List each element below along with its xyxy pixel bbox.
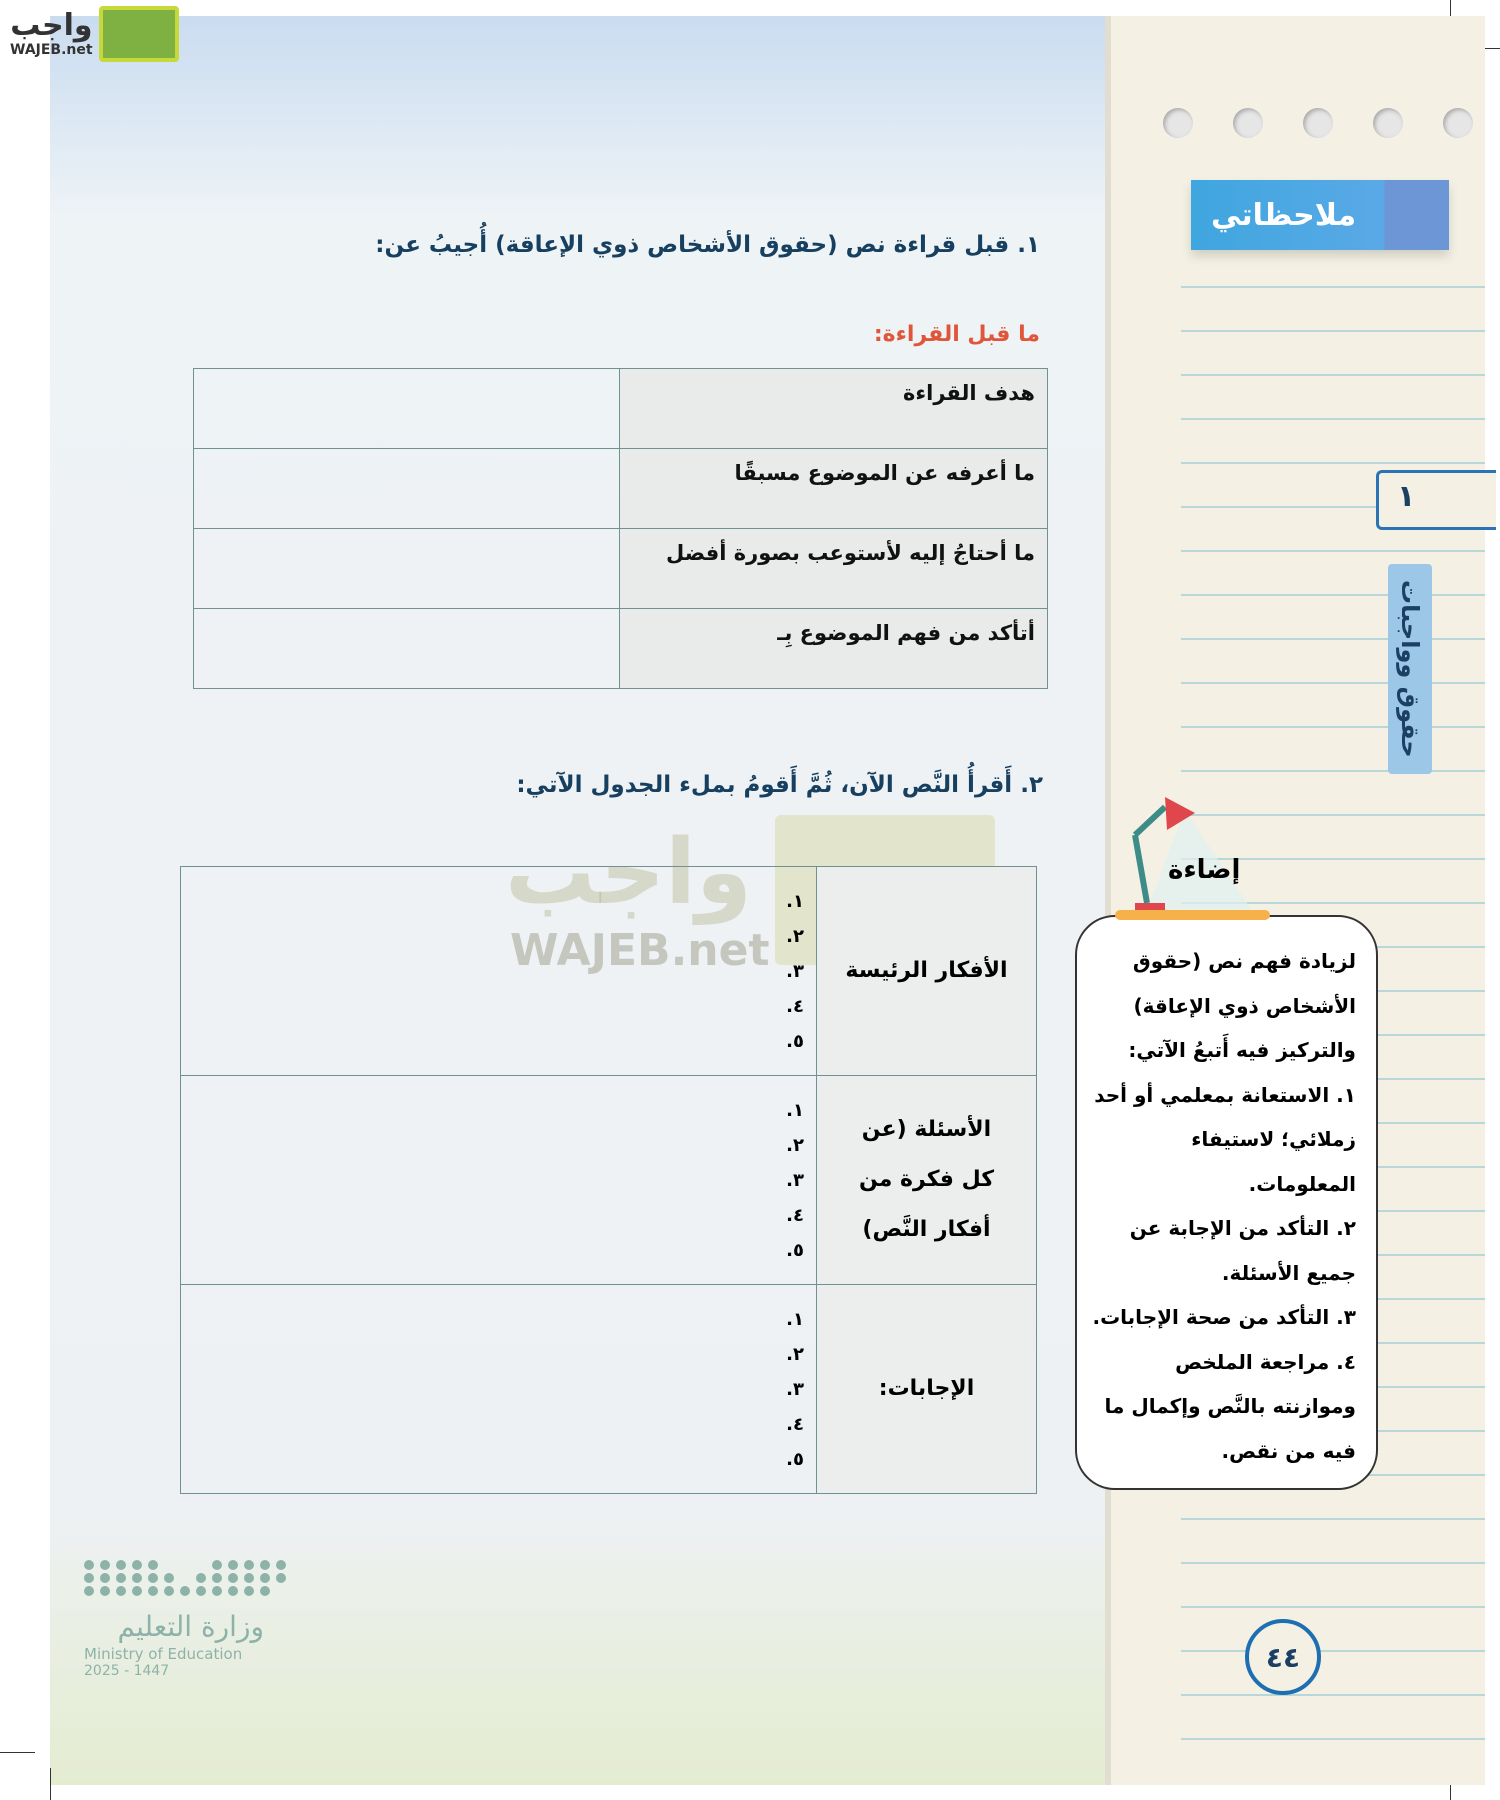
answer-cell[interactable] bbox=[194, 609, 620, 689]
wajeb-logo: واجب WAJEB.net bbox=[10, 6, 179, 62]
lamp-icon bbox=[1125, 785, 1255, 915]
unit-number-tab: ١ bbox=[1376, 470, 1496, 530]
answer-cell[interactable] bbox=[194, 529, 620, 609]
book-icon bbox=[99, 6, 179, 62]
question-1-title: ١. قبل قراءة نص (حقوق الأشخاص ذوي الإعاقة) أُجيبُ عن: bbox=[375, 232, 1040, 258]
ministry-logo: وزارة التعليم Ministry of Education 2025 - 1447 bbox=[84, 1560, 289, 1679]
page-number: ٤٤ bbox=[1245, 1619, 1321, 1695]
pre-reading-table bbox=[193, 368, 1048, 689]
watermark-latin: WAJEB.net bbox=[510, 925, 770, 976]
table-row: ما أعرفه عن الموضوع مسبقًا bbox=[194, 449, 1048, 529]
question-2-title: ٢. أَقرأُ النَّص الآن، ثُمَّ أَقومُ بملء الجدول الآتي: bbox=[516, 772, 1043, 798]
reading-table bbox=[180, 866, 1037, 1494]
table-row: الإجابات: ١. ٢. ٣. ٤. ٥. bbox=[181, 1285, 1037, 1494]
table-row: هدف القراءة bbox=[194, 369, 1048, 449]
watermark: واجب bbox=[505, 820, 752, 925]
table-row: ما أحتاجُ إليه لأستوعب بصورة أفضل bbox=[194, 529, 1048, 609]
answer-cell[interactable] bbox=[194, 369, 620, 449]
answer-cell[interactable] bbox=[194, 449, 620, 529]
table-row: أتأكد من فهم الموضوع بِـ bbox=[194, 609, 1048, 689]
tip-title: إضاءة bbox=[1168, 855, 1241, 885]
tip-box: لزيادة فهم نص (حقوق الأشخاص ذوي الإعاقة) والتركيز فيه أَتبعُ الآتي: ١. الاستعانة بمعلمي أو أحد زملائي؛ لاستيفاء المعلومات. ٢. التأكد من الإجابة عن جميع الأسئلة. ٣. التأكد من صحة الإجابات. ٤. مراجعة الملخص وموازنته بالنَّص وإكمال ما فيه من نقص. bbox=[1075, 915, 1378, 1490]
unit-title: حقوق وواجبات bbox=[1388, 564, 1432, 774]
tip-bar bbox=[1115, 910, 1270, 920]
pre-reading-subtitle: ما قبل القراءة: bbox=[873, 322, 1040, 347]
table-row: الأسئلة (عن كل فكرة من أفكار النَّص) ١. ٢. ٣. ٤. ٥. bbox=[181, 1076, 1037, 1285]
table-row: الأفكار الرئيسة ١. ٢. ٣. ٤. ٥. bbox=[181, 867, 1037, 1076]
ministry-dots-icon bbox=[84, 1560, 289, 1596]
notes-title: ملاحظاتي bbox=[1191, 180, 1449, 250]
